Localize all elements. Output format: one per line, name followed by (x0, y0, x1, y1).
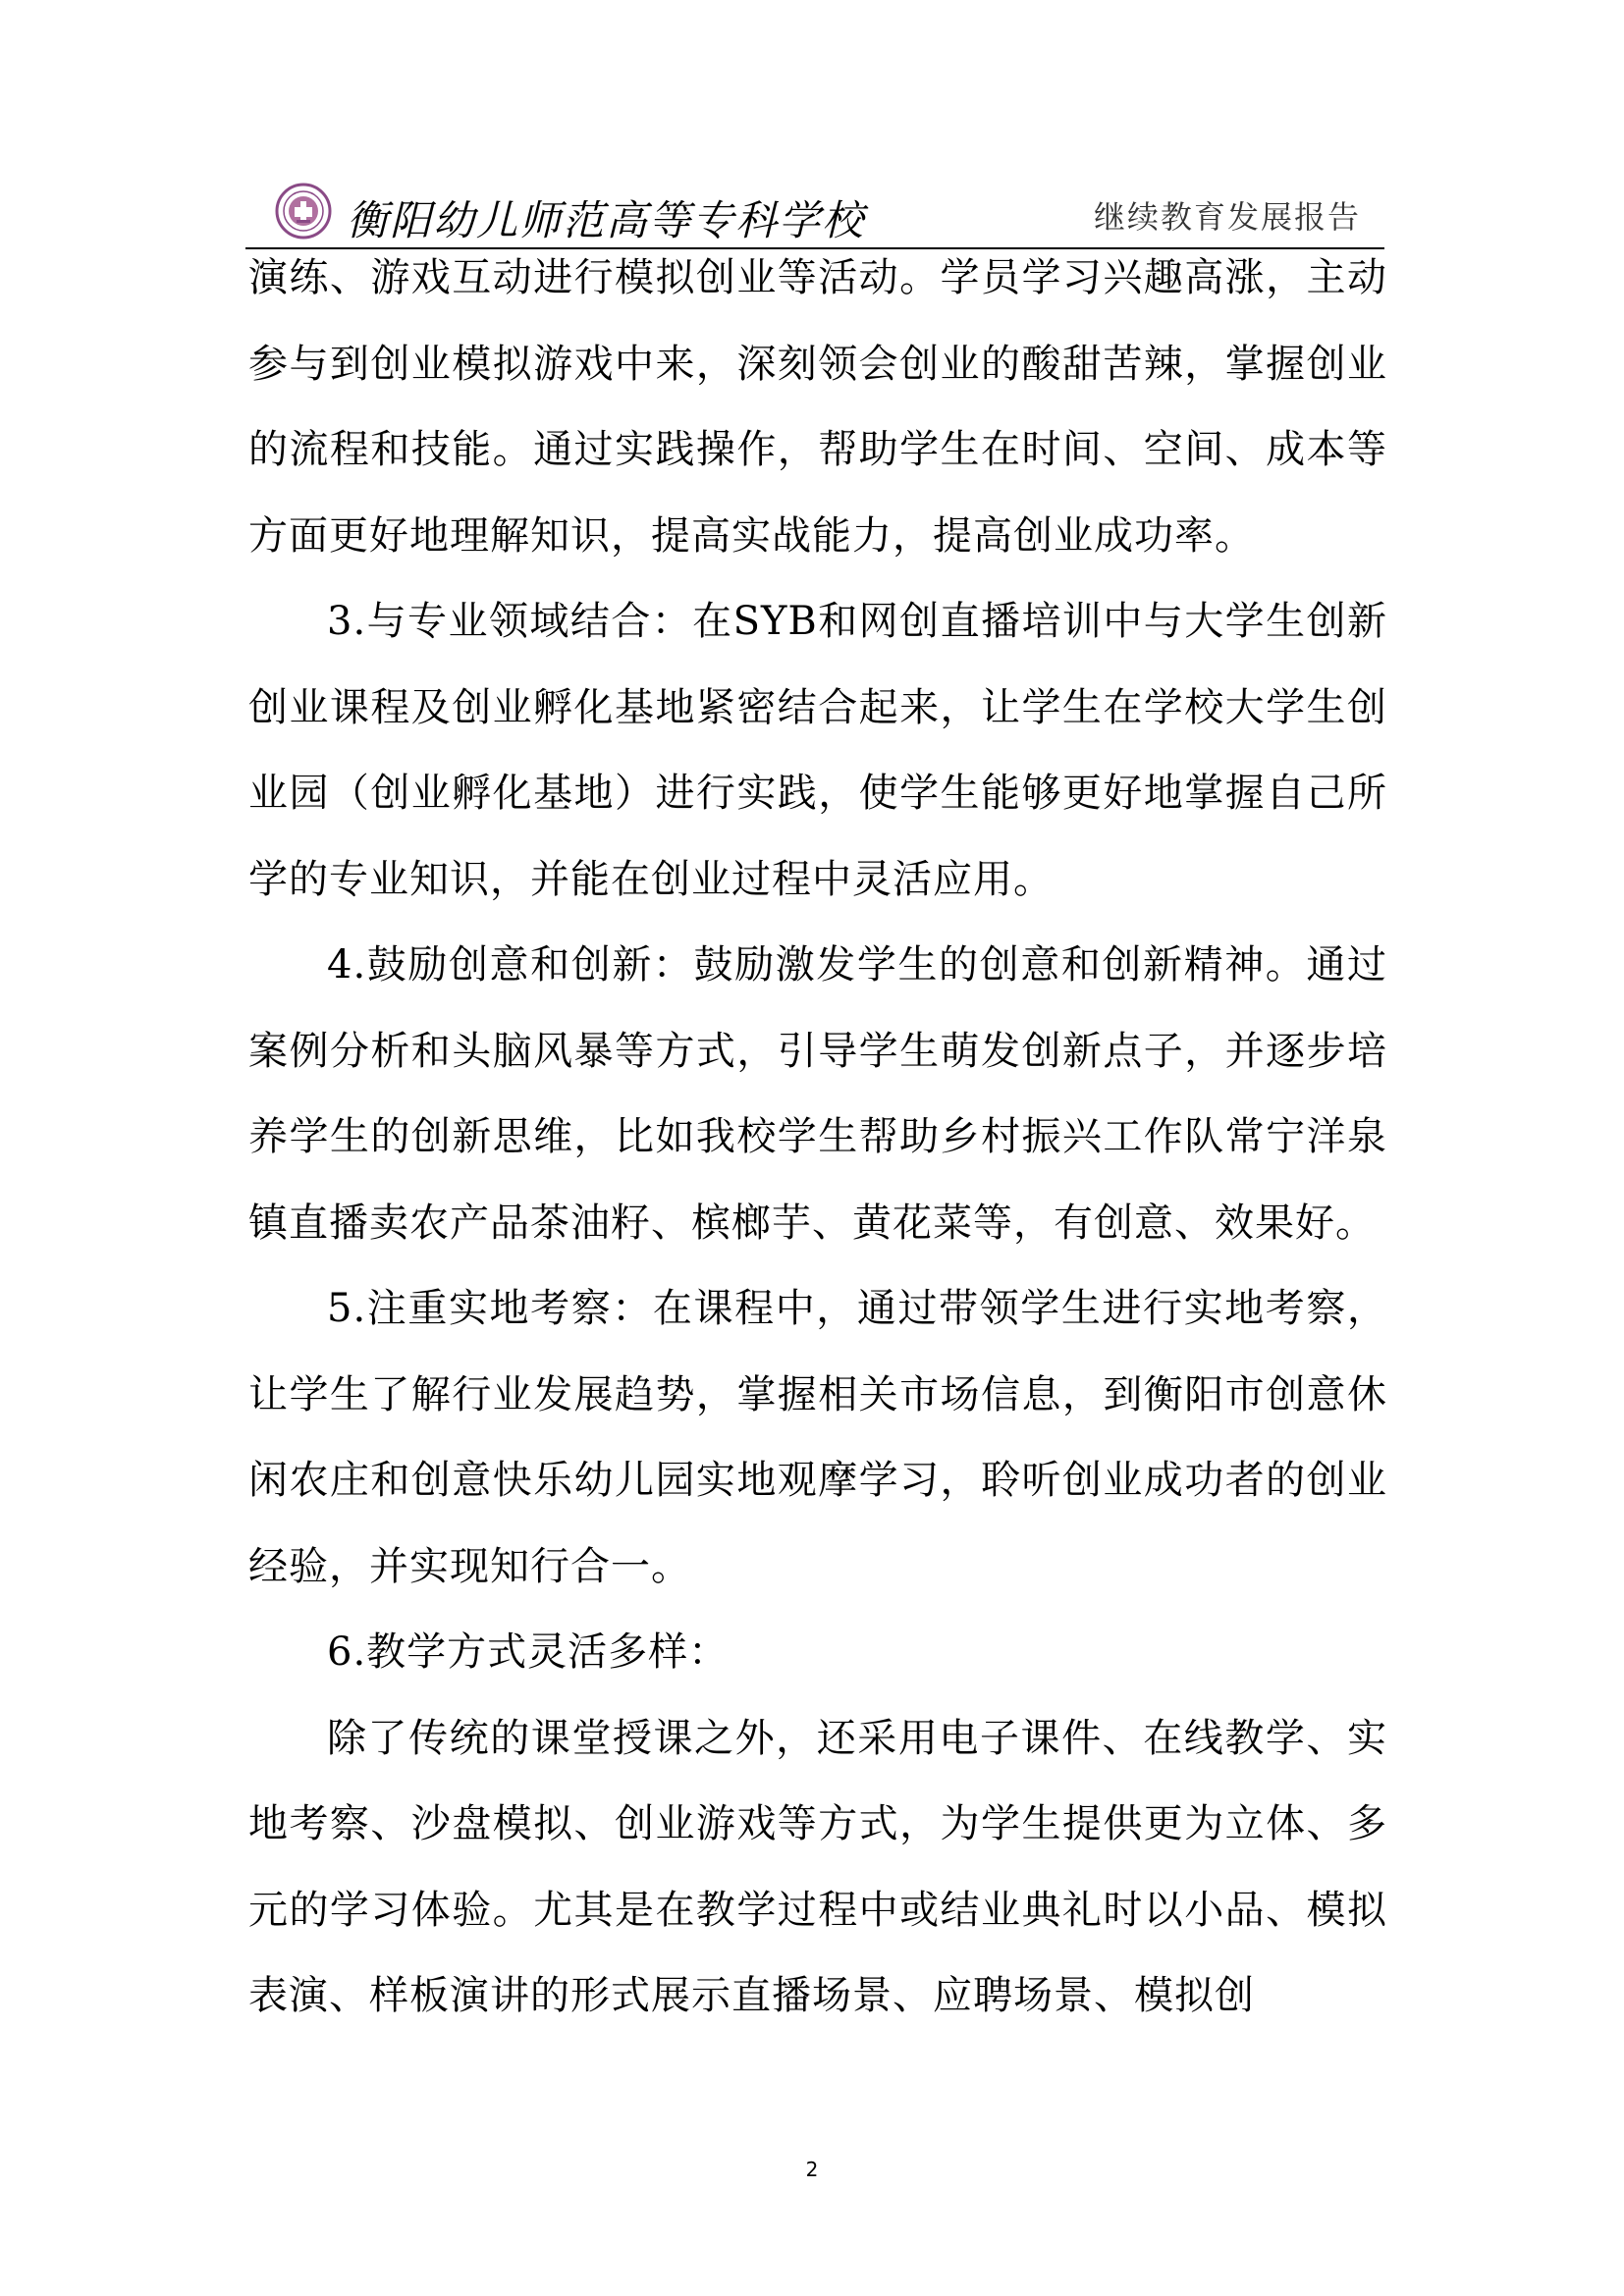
paragraph: 6.教学方式灵活多样： (327, 1629, 730, 1675)
paragraph: 3.与专业领域结合：在SYB和网创直播培训中与大学生创新创业课程及创业孵化基地紧密结合起来，让学生在学校大学生创业园（创业孵化基地）进行实践，使学生能够更好地掌握自己所学的专业知识，并能在创业过程中灵活应用。 (248, 599, 1387, 902)
paragraph: 除了传统的课堂授课之外，还采用电子课件、在线教学、实地考察、沙盘模拟、创业游戏等方式，为学生提供更为立体、多元的学习体验。尤其是在教学过程中或结业典礼时以小品、模拟表演、样板演讲的形式展示直播场景、应聘场景、模拟创 (248, 1715, 1387, 2018)
paragraph: 4.鼓励创意和创新：鼓励激发学生的创意和创新精神。通过案例分析和头脑风暴等方式，引导学生萌发创新点子，并逐步培养学生的创新思维，比如我校学生帮助乡村振兴工作队常宁洋泉镇直播卖农产品茶油籽、槟榔芋、黄花菜等，有创意、效果好。 (248, 942, 1387, 1246)
paragraph: 演练、游戏互动进行模拟创业等活动。学员学习兴趣高涨，主动参与到创业模拟游戏中来，深刻领会创业的酸甜苦辣，掌握创业的流程和技能。通过实践操作，帮助学生在时间、空间、成本等方面更好地理解知识，提高实战能力，提高创业成功率。 (248, 255, 1387, 559)
school-seal-icon (275, 183, 332, 240)
paragraph: 5.注重实地考察：在课程中，通过带领学生进行实地考察，让学生了解行业发展趋势，掌握相关市场信息，到衡阳市创意休闲农庄和创意快乐幼儿园实地观摩学习，聆听创业成功者的创业经验，并实现知行合一。 (248, 1286, 1387, 1589)
document-body (248, 236, 1387, 2040)
page-number: 2 (805, 2158, 819, 2181)
report-title: 继续教育发展报告 (1093, 198, 1361, 236)
school-name: 衡阳幼儿师范高等专科学校 (347, 196, 866, 244)
